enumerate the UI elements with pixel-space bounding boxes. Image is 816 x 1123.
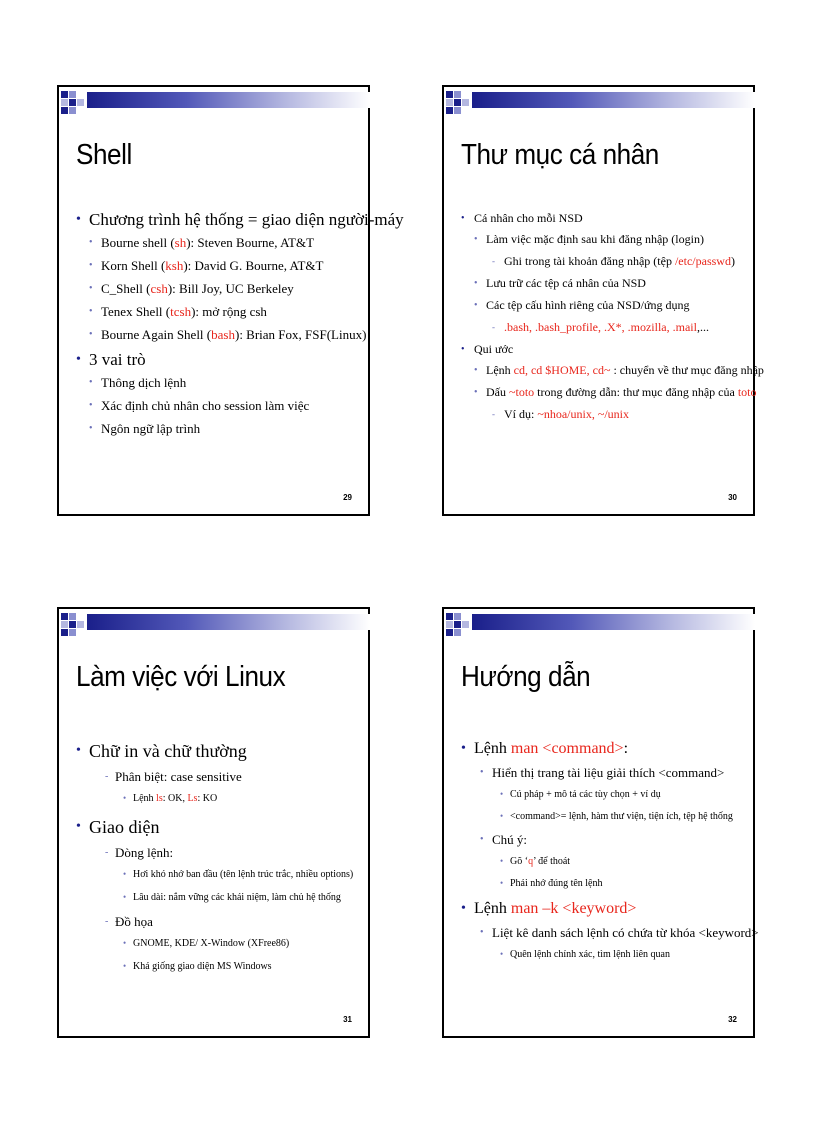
sub-bullet-item [71,257,360,274]
dash-icon: - [492,256,495,266]
highlight-text: bash [211,327,235,342]
bullet-icon: • [500,811,504,821]
bullet-icon: • [461,344,465,355]
bullet-icon: • [474,300,478,311]
item-text: Ngôn ngữ lập trình [101,421,201,436]
highlight-text: toto [737,385,757,399]
dash-icon: - [492,322,495,332]
bullet-icon: • [480,927,484,938]
slide-content [71,209,404,443]
bullet-icon: • [480,834,484,845]
slide-content [456,739,759,970]
slide-30 [442,85,764,516]
bullet-icon: • [123,869,127,879]
slide-title: Thư mục cá nhân [461,139,659,171]
item-text: Khá giống giao diện MS Windows [133,961,272,972]
highlight-text: q [528,856,534,867]
sub-bullet-item [456,232,745,247]
bullet-icon: • [500,856,504,866]
highlight-text: ~nhoa/unix, ~/unix [537,407,629,421]
item-text: Lệnh [474,740,511,757]
sub-sub-bullet-item [456,810,745,823]
dash-item [456,407,745,422]
dash-icon: - [492,409,495,419]
slide-title: Hướng dẫn [461,661,591,693]
highlight-text: ksh [165,258,184,273]
item-text: Chữ in và chữ thường [89,741,247,761]
sub-bullet-item [456,298,745,313]
bullet-item [456,899,745,919]
item-text: Quên lệnh chính xác, tìm lệnh liên quan [510,949,670,960]
highlight-text: man –k <keyword> [510,900,637,917]
highlight-text: ~toto [509,385,535,399]
bullet-icon: • [76,212,81,227]
item-text: Hiển thị trang tài liệu giải thích <command> [492,765,725,780]
bullet-item [71,815,360,839]
bullet-item [71,349,360,371]
dash-icon: - [105,847,109,858]
item-text: Cá nhân cho mỗi NSD [474,211,583,225]
item-text: Korn Shell ( [101,258,166,273]
bullet-icon: • [76,352,81,367]
item-text: Phải nhớ đúng tên lệnh [510,878,603,889]
sub-bullet-item [71,326,367,343]
item-text: trong đường dẫn: thư mục đăng nhập của [534,385,738,399]
sub-bullet-item [456,385,757,400]
bullet-icon: • [123,938,127,948]
sub-bullet-item [71,303,360,320]
item-text: Lâu dài: nắm vững các khái niệm, làm chủ hệ thống [133,892,341,903]
bullet-icon: • [480,767,484,778]
bullet-icon: • [76,743,81,758]
sub-bullet-item [71,937,360,950]
dash-item [71,914,360,930]
slide-content [71,739,360,983]
bullet-icon: • [500,878,504,888]
dash-icon: - [105,916,109,927]
slide-title: Làm việc với Linux [76,661,286,693]
bullet-icon: • [123,961,127,971]
sub-bullet-item [71,374,360,391]
bullet-text: 3 vai trò [89,350,146,369]
item-text: Bourne Again Shell ( [101,327,212,342]
bullet-icon: • [500,949,504,959]
item-text: Làm việc mặc định sau khi đăng nhập (login) [486,232,704,246]
sub-sub-bullet-item [456,948,745,961]
item-text: Cú pháp + mô tả các tùy chọn + ví dụ [510,789,661,800]
slide-number: 32 [728,1015,737,1024]
sub-bullet-item [71,960,360,973]
bullet-icon: • [89,260,93,271]
sub-bullet-item [71,234,360,251]
item-text: Dòng lệnh: [115,845,174,860]
item-text: ): mở rộng csh [191,304,267,319]
highlight-text: ls [156,793,163,804]
item-text: Lưu trữ các tệp cá nhân của NSD [486,276,646,290]
sub-bullet-item [456,765,745,781]
highlight-text: .bash, .bash_profile, .X*, .mozilla, .mail [504,320,697,334]
item-text: ) [730,254,735,268]
slide-number: 31 [343,1015,352,1024]
item-text: Thông dịch lệnh [101,375,187,390]
item-text: : [623,740,629,757]
item-text: : KO [197,793,218,804]
item-text: GNOME, KDE/ X-Window (XFree86) [133,938,290,949]
item-text: ’ để thoát [533,856,571,867]
bullet-icon: • [461,213,465,224]
sub-bullet-item [71,397,360,414]
item-text: Dấu [486,385,509,399]
item-text: Xác định chủ nhân cho session làm việc [101,398,310,413]
bullet-icon: • [89,329,93,340]
highlight-text: /etc/passwd [674,254,731,268]
sub-bullet-item [456,832,745,848]
item-text: ): Brian Fox, FSF(Linux) [234,327,367,342]
item-text: Lệnh [474,900,511,917]
item-text: : chuyển về thư mục đăng nhập [610,363,764,377]
sub-bullet-item [456,363,764,378]
dash-item [71,845,360,861]
slide-31 [57,607,370,1038]
bullet-item [456,739,745,759]
item-text: Đồ họa [115,914,153,929]
highlight-text: tcsh [170,304,192,319]
item-text: Lệnh [133,793,157,804]
highlight-text: cd, cd $HOME, cd~ [513,363,611,377]
sub-bullet-item [71,891,360,904]
item-text: Chú ý: [492,832,528,847]
bullet-icon: • [474,234,478,245]
bullet-item [456,342,745,357]
dash-item [71,769,360,785]
item-text: : OK, [162,793,188,804]
slide-title: Shell [76,139,132,171]
bullet-item [71,739,360,763]
slide-32 [442,607,759,1038]
slide-29 [57,85,404,516]
item-text: ): David G. Bourne, AT&T [183,258,324,273]
dash-item [456,320,745,335]
item-text: Hơi khó nhớ ban đầu (tên lệnh trúc trắc, nhiều options) [133,869,354,880]
title-band [87,92,370,108]
slide-content [456,211,764,429]
bullet-icon: • [89,377,93,388]
bullet-icon: • [474,278,478,289]
item-text: Qui ước [474,342,514,356]
bullet-icon: • [461,741,466,756]
sub-bullet-item [71,792,360,805]
bullet-item [456,211,745,226]
sub-sub-bullet-item [456,877,745,890]
bullet-icon: • [474,365,478,376]
bullet-icon: • [89,423,93,434]
bullet-icon: • [474,387,478,398]
title-band [472,92,755,108]
item-text: Phân biệt: case sensitive [115,769,242,784]
bullet-icon: • [89,306,93,317]
bullet-icon: • [89,283,93,294]
title-band [87,614,370,630]
sub-bullet-item [71,280,360,297]
bullet-icon: • [89,400,93,411]
bullet-text: Chương trình hệ thống = giao diện người-máy [89,210,404,229]
highlight-text: csh [150,281,168,296]
item-text: Lệnh [486,363,514,377]
item-text: ): Bill Joy, UC Berkeley [167,281,294,296]
item-text: Gõ ‘ [510,856,529,867]
item-text: C_Shell ( [101,281,151,296]
sub-bullet-item [456,925,759,941]
sub-bullet-item [71,420,360,437]
bullet-item [71,209,404,231]
item-text: Các tệp cấu hình riêng của NSD/ứng dụng [486,298,690,312]
item-text: Liệt kê danh sách lệnh có chứa từ khóa <keyword> [492,925,759,940]
item-text: Bourne shell ( [101,235,175,250]
item-text: Ghi trong tài khoản đăng nhập (tệp [504,254,675,268]
bullet-icon: • [89,237,93,248]
bullet-icon: • [76,819,81,834]
sub-sub-bullet-item [456,788,745,801]
item-text: ,... [696,320,709,334]
title-band [472,614,755,630]
item-text: <command>= lệnh, hàm thư viện, tiện ích, tệp hệ thống [510,811,733,822]
highlight-text: sh [174,235,187,250]
slide-number: 29 [343,493,352,502]
item-text: Giao diện [89,817,160,837]
bullet-icon: • [123,793,127,803]
bullet-icon: • [461,901,466,916]
item-text: Tenex Shell ( [101,304,171,319]
dash-icon: - [105,771,109,782]
bullet-icon: • [123,892,127,902]
sub-bullet-item [456,276,745,291]
bullet-icon: • [500,789,504,799]
dash-item [456,254,745,269]
highlight-text: man <command> [510,740,624,757]
sub-bullet-item [71,868,360,881]
sub-sub-bullet-item [456,855,745,868]
item-text: ): Steven Bourne, AT&T [186,235,315,250]
highlight-text: Ls [187,793,198,804]
item-text: Ví dụ: [504,407,538,421]
slide-number: 30 [728,493,737,502]
